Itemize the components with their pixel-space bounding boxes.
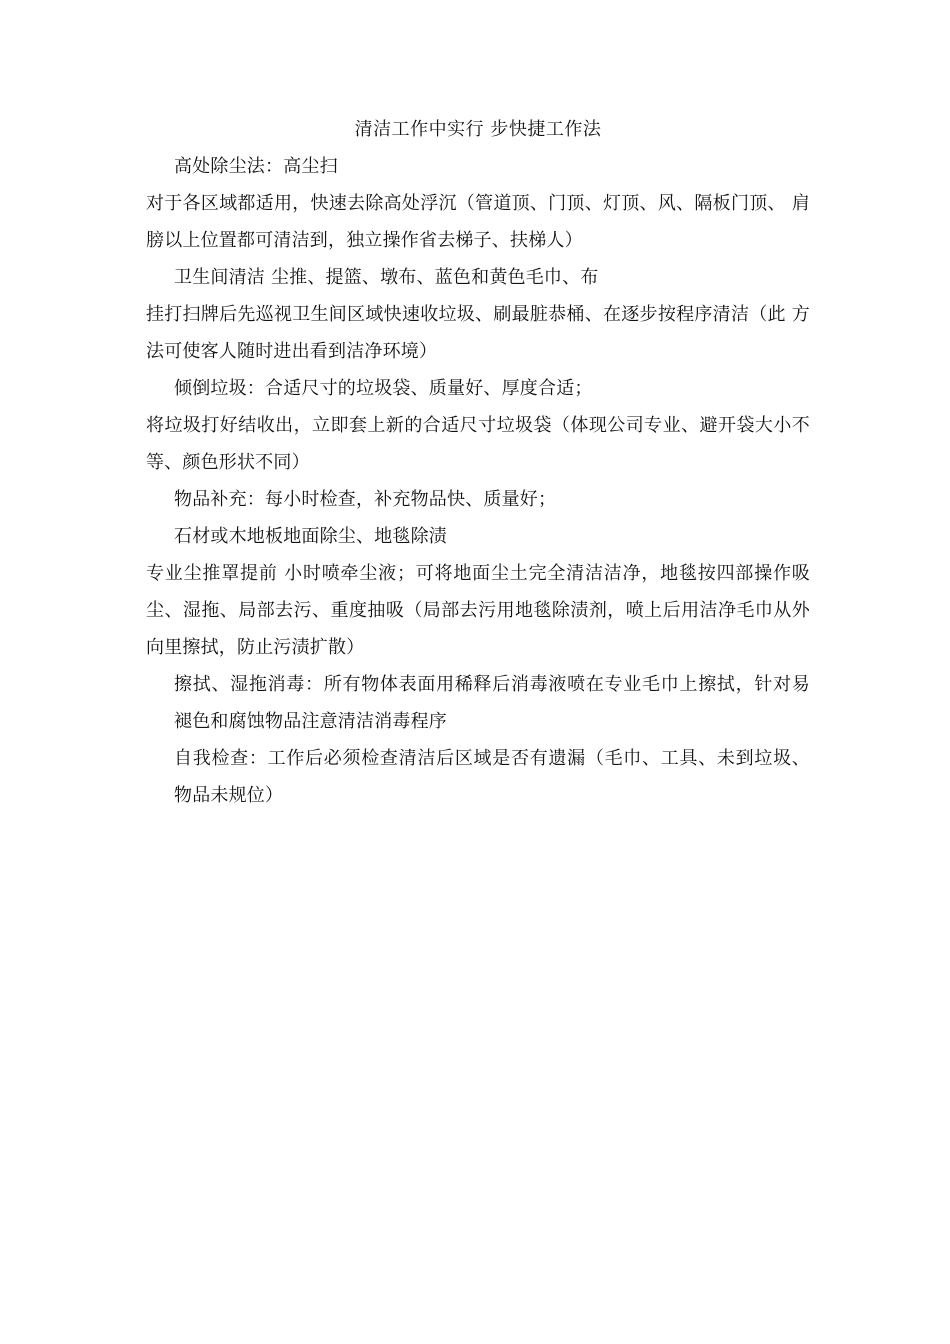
section-heading-disinfect: 擦拭、湿拖消毒：所有物体表面用稀释后消毒液喷在专业毛巾上擦拭，针对易褪色和腐蚀物品注意清洁消毒程序 <box>174 674 810 732</box>
section-body-high-dusting: 对于各区域都适用，快速去除高处浮沉（管道顶、门顶、灯顶、风、隔板门顶、 肩膀以上位置都可清洁到，独立操作省去梯子、扶梯人） <box>146 193 810 251</box>
section-body-floor: 专业尘推罩提前 小时喷牵尘液；可将地面尘土完全清洁洁净，地毯按四部操作吸尘、湿拖、局部去污、重度抽吸（局部去污用地毯除渍剂，喷上后用洁净毛巾从外向里擦拭，防止污渍扩散） <box>146 563 810 658</box>
document-content <box>146 116 810 814</box>
section-body-restroom: 挂打扫牌后先巡视卫生间区域快速收垃圾、刷最脏恭桶、在逐步按程序清洁（此 方法可使客人随时进出看到洁净环境） <box>146 304 810 362</box>
section-heading-restroom: 卫生间清洁 尘推、提篮、墩布、蓝色和黄色毛巾、布 <box>174 267 599 288</box>
section-heading-floor: 石材或木地板地面除尘、地毯除渍 <box>174 526 447 547</box>
section-heading-trash: 倾倒垃圾：合适尺寸的垃圾袋、质量好、厚度合适； <box>174 378 593 399</box>
section-heading-self-check: 自我检查：工作后必须检查清洁后区域是否有遗漏（毛巾、工具、未到垃圾、 物品未规位） <box>174 748 810 806</box>
section-body-trash: 将垃圾打好结收出，立即套上新的合适尺寸垃圾袋（体现公司专业、避开袋大小不等、颜色形状不同） <box>146 415 810 473</box>
document-title: 清洁工作中实行 步快捷工作法 <box>354 119 602 140</box>
section-heading-high-dusting: 高处除尘法：高尘扫 <box>174 156 338 177</box>
section-heading-restock: 物品补充：每小时检查，补充物品快、质量好； <box>174 489 557 510</box>
